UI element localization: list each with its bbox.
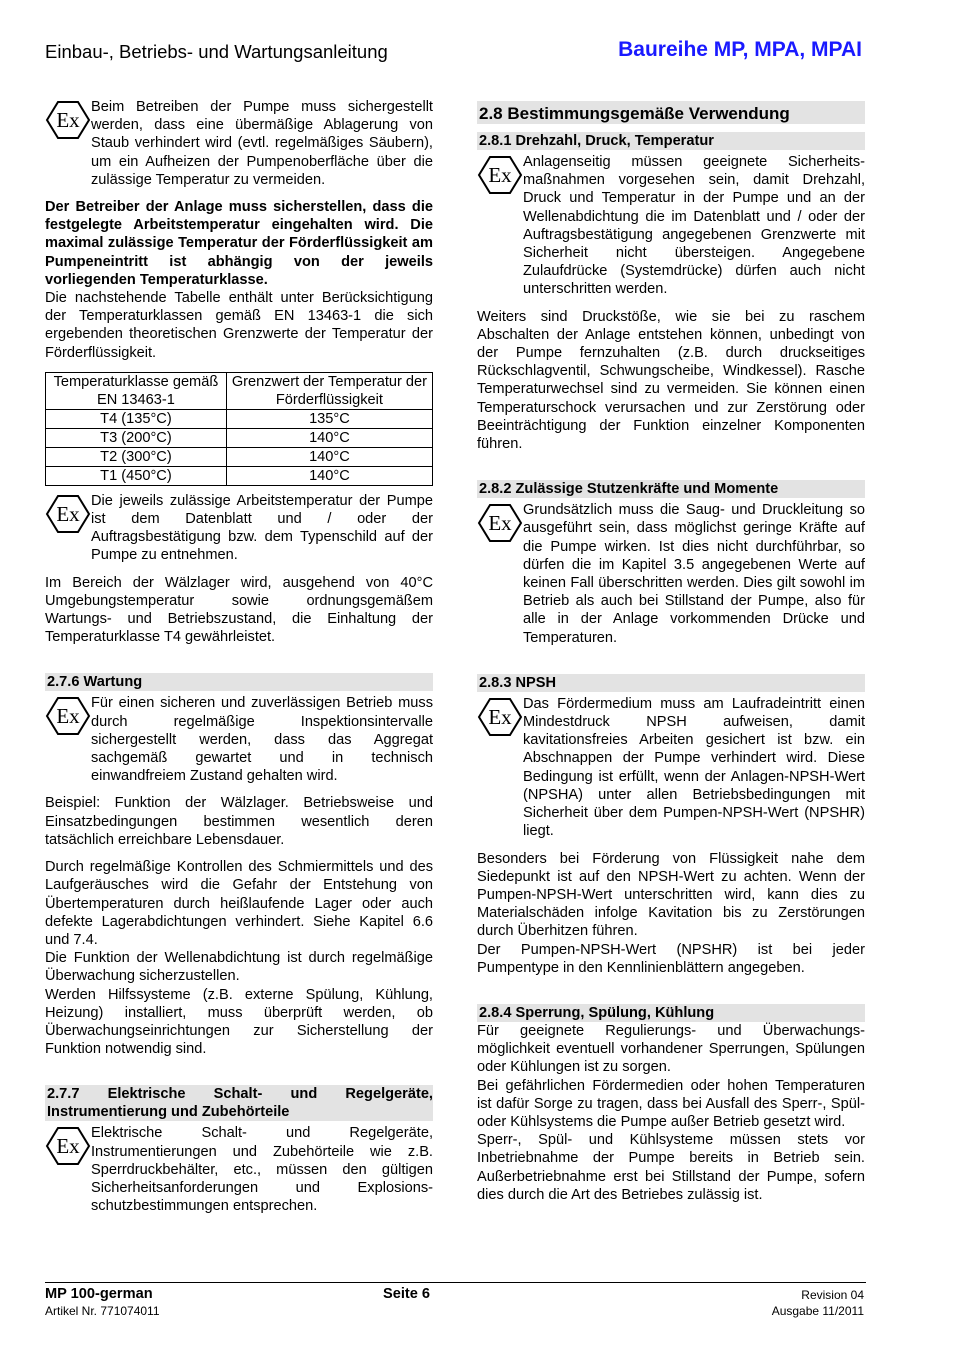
ex-note-text: Für einen sicheren und zuverlässigen Betrieb muss durch regelmäßige Inspektionsintervalle sichergestellt werden, dass das Aggregat sachgemäß gewartet und in technisch einwandfreiem Zustand gehalten wird. <box>91 695 433 785</box>
paragraph: Der Pumpen-NPSH-Wert (NPSHR) ist bei jeder Pumpentype in den Kennlinienblättern angegeben. <box>477 941 865 976</box>
table-cell: 140°C <box>226 447 432 466</box>
series-title: Baureihe MP, MPA, MPAI <box>618 38 862 61</box>
paragraph: Besonders bei Förderung von Flüssigkeit nahe dem Siedepunkt ist auf den NPSH-Wert zu achten. Wenn der Pumpen-NPSH-Wert unterschritten wird, kann dies zu Materialschäden infolge Kavitation bis zu Zerstörungen durch Überhitzen führen. <box>477 850 865 940</box>
footer-page-number: Seite 6 <box>383 1286 431 1302</box>
table-cell: T2 (300°C) <box>46 447 227 466</box>
ex-note-temperature <box>45 492 433 565</box>
table-cell: 140°C <box>226 428 432 447</box>
section-heading-2-8-3: 2.8.3 NPSH <box>477 674 865 692</box>
ex-note-nozzle-forces <box>477 501 865 647</box>
ex-note-text: Das Fördermedium muss am Laufradeintritt einen Mindestdruck NPSH aufweisen, damit kavitationsfreies Arbeiten gesichert ist bzw. ein Abschnappen der Pumpe verhindert wird. Diese Bedingung ist erfüllt, wenn der Anlagen-NPSH-Wert (NPSHA) unter allen Betriebsbedingungen mit Sicherheit über dem Pumpen-NPSH-Wert (NPSHR) liegt. <box>523 695 865 840</box>
svg-text:Ex: Ex <box>488 704 512 729</box>
ex-note-text: Elektrische Schalt- und Regelgeräte, Instrumentierungen und Zubehörteile wie z.B. Sperrdruckbehälter, etc., müssen den gültigen Sicherheitsanforderungen und Explosions-schutzbestimmungen entsprechen. <box>91 1125 433 1215</box>
svg-text:Ex: Ex <box>56 1134 80 1159</box>
svg-text:Ex: Ex <box>56 501 80 526</box>
paragraph: Sperr-, Spül- und Kühlsysteme müssen stets vor Inbetriebnahme der Pumpe bereits in Betrieb sein. Außerbetriebnahme erst bei Stillstand der Pumpe, sofern dies durch die Art des Betriebes zulässig ist. <box>477 1132 865 1203</box>
paragraph: Weiters sind Druckstöße, wie sie bei zu raschem Abschalten der Anlage entstehen können, unbedingt von der Pumpe fernzuhalten (z.B. durch druckseitiges Rückschlagventil, Schwungscheibe, Windkessel). Rasche Temperaturwechsel sind zu vermeiden. Sie können einen Temperaturschock verursachen und zur Zerstörung oder Beeinträchtigung der Funktion einzelner Komponenten führen. <box>477 308 865 453</box>
paragraph: Bei gefährlichen Fördermedien oder hohen Temperaturen ist dafür Sorge zu tragen, dass bei Ausfall des Sperr-, Spül- oder Kühlsystems die Pumpe außer Betrieb gesetzt wird. <box>477 1077 865 1130</box>
svg-text:Ex: Ex <box>56 108 80 132</box>
paragraph: Durch regelmäßige Kontrollen des Schmiermittels und des Laufgeräusches wird die Gefahr der Entstehung von Übertemperaturen durch heißlaufende Lager oder auch defekte Lagerabdichtungen verhindert. Siehe Kapitel 6.6 und 7.4. <box>45 859 433 948</box>
ex-note-maintenance <box>45 694 433 785</box>
svg-text:Ex: Ex <box>56 704 80 729</box>
footer-article-number: Artikel Nr. 771074011 <box>45 1304 160 1318</box>
svg-text:Ex: Ex <box>488 163 512 187</box>
table-cell: T4 (135°C) <box>46 409 227 428</box>
ex-icon <box>45 100 91 140</box>
table-cell: 135°C <box>226 409 432 428</box>
paragraph: Werden Hilfssysteme (z.B. externe Spülung, Kühlung, Heizung) installiert, muss überprüft werden, ob Überwachungseinrichtungen zur Sicherstellung der Funktion notwendig sind. <box>45 986 433 1058</box>
section-heading-2-8-2: 2.8.2 Zulässige Stutzenkräfte und Momente <box>477 480 865 498</box>
section-heading-2-8: 2.8 Bestimmungsgemäße Verwendung <box>477 101 865 124</box>
right-column <box>477 98 865 1204</box>
table-header-row <box>46 372 433 409</box>
table-row <box>46 466 433 485</box>
ex-note-text: Beim Betreiben der Pumpe muss sichergestellt werden, dass eine übermäßige Ablagerung von Staub verhindert wird (evtl. regelmäßiges Säubern), um ein Aufheizen der Pumpenoberfläche über die zulässige Temperatur zu vermeiden. <box>91 99 433 188</box>
ex-note-dust <box>45 98 433 189</box>
ex-icon <box>477 155 523 195</box>
table-row <box>46 409 433 428</box>
left-column <box>45 98 433 1215</box>
table-row <box>46 428 433 447</box>
paragraph: Beispiel: Funktion der Wälzlager. Betriebsweise und Einsatzbedingungen bestimmen wesentlich deren tatsächlich erreichbare Lebensdauer. <box>45 795 433 848</box>
table-cell: T3 (200°C) <box>46 428 227 447</box>
ex-icon <box>477 503 523 543</box>
ex-note-text: Grundsätzlich muss die Saug- und Druckleitung so ausgeführt sein, dass möglichst geringe Kräfte auf die Pumpe wirken. Ist dies nicht durchführbar, so dürfen die im Kapitel 3.5 angegebenen Werte auf keinen Fall überschritten werden. Dies gilt sowohl im Betrieb als auch bei Stillstand der Pumpe, also für alle in der Anlage vorkommenden Drücke und Temperaturen. <box>523 502 865 646</box>
document-title: Einbau-, Betriebs- und Wartungsanleitung <box>45 41 388 62</box>
ex-note-electrical <box>45 1124 433 1215</box>
ex-note-npsh <box>477 695 865 841</box>
ex-note-text: Die jeweils zulässige Arbeitstemperatur der Pumpe ist dem Datenblatt und / oder der Auftragsbestätigung bzw. dem Typenschild auf der Pumpe zu entnehmen. <box>91 492 433 564</box>
section-heading-2-8-1: 2.8.1 Drehzahl, Druck, Temperatur <box>477 132 865 150</box>
ex-icon <box>45 696 91 736</box>
paragraph: Die Funktion der Wellenabdichtung ist durch regelmäßige Überwachung sicherzustellen. <box>45 950 433 985</box>
table-header-cell: Grenzwert der Temperatur der Förderflüssigkeit <box>226 372 432 409</box>
table-header-cell: Temperaturklasse gemäß EN 13463-1 <box>46 372 227 409</box>
table-cell: 140°C <box>226 466 432 485</box>
operator-requirement: Der Betreiber der Anlage muss sicherstellen, dass die festgelegte Arbeitstemperatur eingehalten wird. Die maximal zulässige Temperatur der Förderflüssigkeit am Pumpeneintritt ist abhängig von der jeweils vorliegenden Temperaturklasse. <box>45 199 433 288</box>
ex-icon <box>45 494 91 534</box>
svg-text:Ex: Ex <box>488 511 512 536</box>
table-cell: T1 (450°C) <box>46 466 227 485</box>
ex-icon <box>477 697 523 737</box>
footer-divider <box>45 1282 866 1283</box>
paragraph: Die nachstehende Tabelle enthält unter Berücksichtigung der Temperaturklassen gemäß EN 13463-1 die sich ergebenden theoretischen Grenzwerte der Temperatur der Förderflüssigkeit. <box>45 290 433 361</box>
table-row <box>46 447 433 466</box>
ex-icon <box>45 1126 91 1166</box>
footer-issue: Ausgabe 11/2011 <box>771 1304 864 1318</box>
ex-note-text: Anlagenseitig müssen geeignete Sicherheits-maßnahmen vorgesehen sein, damit Drehzahl, Druck und Temperatur in der Pumpe und an der Wellenabdichtung die im Datenblatt und / oder der Auftragsbestätigung angegebenen Grenzwerte mit Sicherheit nicht übersteigen. Angegebene Zulaufdrücke (Systemdrücke) dürfen auch nicht unterschritten werden. <box>523 154 865 298</box>
section-heading-2-7-7: 2.7.7 Elektrische Schalt- und Regelgeräte, Instrumentierung und Zubehörteile <box>47 1086 433 1121</box>
paragraph: Im Bereich der Wälzlager wird, ausgehend von 40°C Umgebungstemperatur sowie ordnungsgemäßem Wartungs- und Betriebszustand, die Einhaltung der Temperaturklasse T4 gewährleistet. <box>45 574 433 646</box>
paragraph: Für geeignete Regulierungs- und Überwachungs-möglichkeit eventuell vorhandener Sperrungen, Spülungen oder Kühlungen ist zu sorgen. <box>477 1022 865 1076</box>
footer-document-id: MP 100-german <box>45 1286 153 1302</box>
ex-note-limits <box>477 153 865 299</box>
section-heading-2-7-6: 2.7.6 Wartung <box>45 673 433 691</box>
section-heading-2-8-4: 2.8.4 Sperrung, Spülung, Kühlung <box>477 1004 865 1022</box>
temperature-class-table <box>45 372 433 486</box>
footer-revision: Revision 04 <box>801 1288 864 1302</box>
